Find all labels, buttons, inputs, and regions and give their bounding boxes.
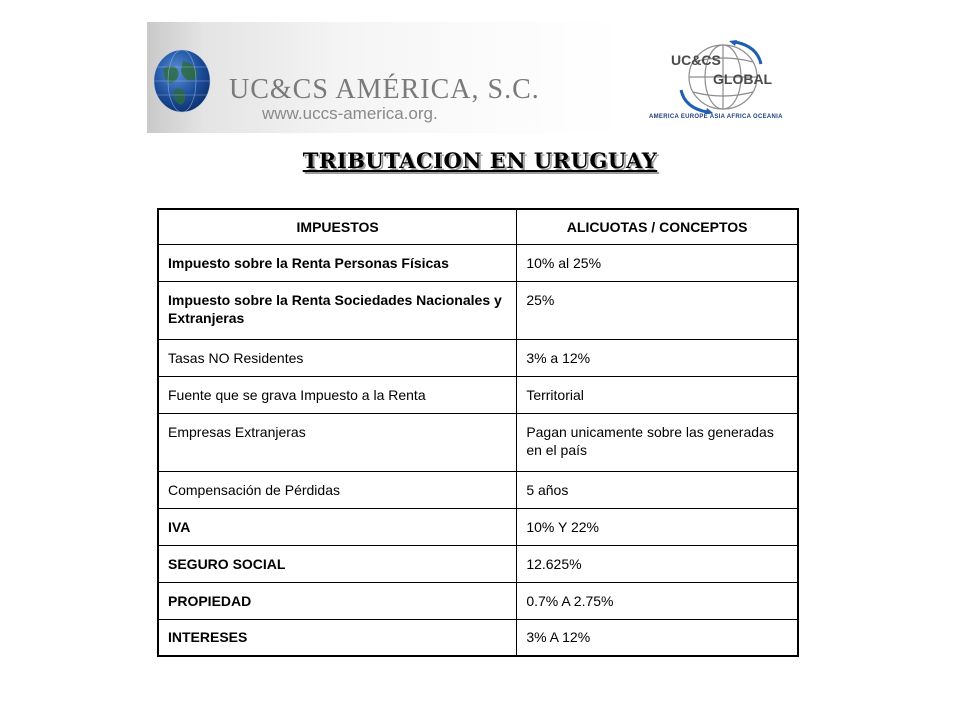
tax-rate: 0.7% A 2.75% <box>517 582 798 619</box>
table-header-row <box>158 209 798 244</box>
tax-rate: 3% a 12% <box>517 339 798 376</box>
continents-tagline: AMERICA EUROPE ASIA AFRICA OCEANIA <box>649 114 783 120</box>
table-row <box>158 582 798 619</box>
tax-name: IVA <box>158 508 517 545</box>
table-row <box>158 244 798 281</box>
tax-name: SEGURO SOCIAL <box>158 545 517 582</box>
tax-rate: 3% A 12% <box>517 619 798 656</box>
header-alicuotas: ALICUOTAS / CONCEPTOS <box>517 209 798 244</box>
tax-name: Compensación de Pérdidas <box>158 471 517 508</box>
tax-table <box>157 208 799 657</box>
page-title: TRIBUTACION EN URUGUAY <box>302 148 658 173</box>
uccs-global-logo <box>647 38 797 128</box>
tax-name: Impuesto sobre la Renta Sociedades Nacionales y Extranjeras <box>158 281 517 339</box>
tax-rate: Territorial <box>517 376 798 413</box>
table-row <box>158 545 798 582</box>
tax-name: PROPIEDAD <box>158 582 517 619</box>
tax-rate: 12.625% <box>517 545 798 582</box>
brand-uccs: UC&CS <box>671 52 721 68</box>
tax-name: INTERESES <box>158 619 517 656</box>
table-row <box>158 281 798 339</box>
table-row <box>158 413 798 471</box>
table-row <box>158 376 798 413</box>
tax-name: Impuesto sobre la Renta Personas Físicas <box>158 244 517 281</box>
header-impuestos: IMPUESTOS <box>158 209 517 244</box>
tax-name: Fuente que se grava Impuesto a la Renta <box>158 376 517 413</box>
company-name: UC&CS AMÉRICA, S.C. <box>229 74 540 105</box>
tax-rate: 5 años <box>517 471 798 508</box>
tax-name: Tasas NO Residentes <box>158 339 517 376</box>
table-row <box>158 619 798 656</box>
tax-rate: 10% Y 22% <box>517 508 798 545</box>
brand-global: GLOBAL <box>713 71 773 87</box>
tax-name: Empresas Extranjeras <box>158 413 517 471</box>
table-row <box>158 339 798 376</box>
globe-logo-icon <box>153 49 211 113</box>
tax-rate: 25% <box>517 281 798 339</box>
table-row <box>158 508 798 545</box>
tax-rate: 10% al 25% <box>517 244 798 281</box>
uccs-america-banner <box>147 22 623 133</box>
company-website: www.uccs-america.org. <box>262 104 438 123</box>
tax-rate: Pagan unicamente sobre las generadas en el país <box>517 413 798 471</box>
table-row <box>158 471 798 508</box>
